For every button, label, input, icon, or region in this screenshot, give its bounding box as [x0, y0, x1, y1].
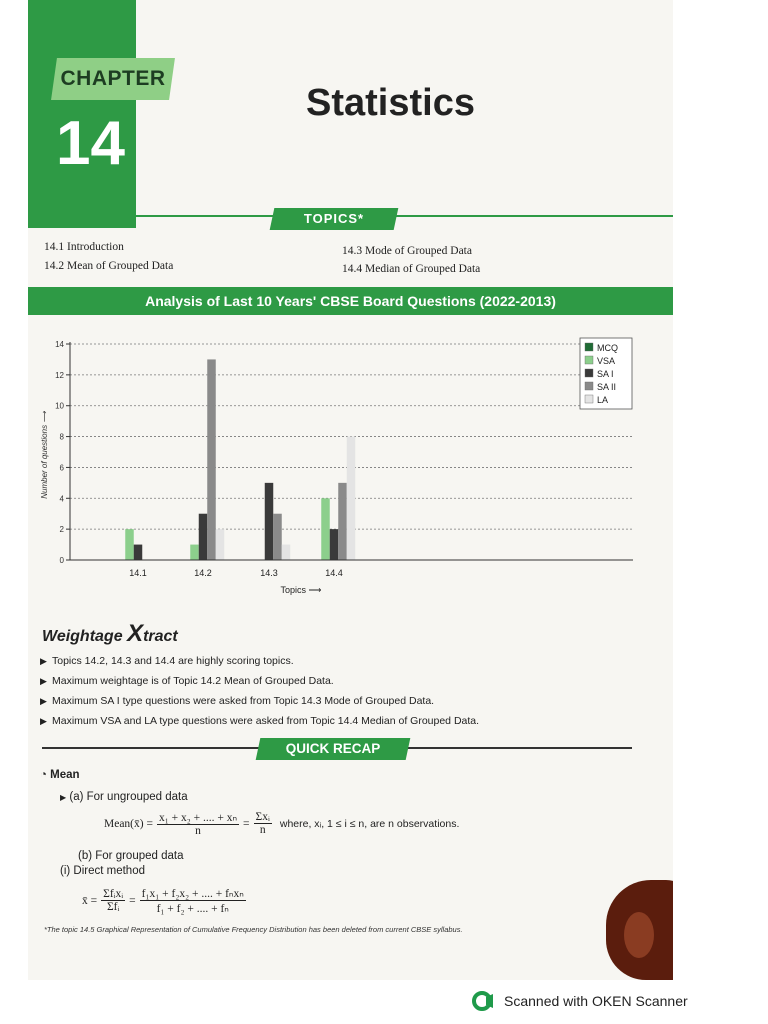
fraction-numerator: x₁ + x₂ + .... + xₙ [158, 812, 238, 824]
x-tick-label: 14.3 [260, 568, 278, 578]
chapter-label-box [51, 58, 175, 100]
bar-vsa [125, 529, 134, 560]
mean-fraction-2 [254, 811, 272, 836]
y-tick-label: 10 [55, 401, 64, 411]
question-analysis-chart [28, 330, 648, 605]
weightage-title-x: X [127, 620, 144, 647]
bar-sa-i [265, 483, 274, 560]
legend-entry: SA II [597, 382, 617, 392]
topic-item: 14.1 Introduction [44, 241, 124, 253]
legend-swatch [585, 395, 593, 403]
topics-divider [136, 215, 673, 217]
mean-fraction-1 [157, 810, 239, 837]
weightage-xtract-title [42, 620, 178, 648]
direct-method-label: (i) Direct method [60, 865, 145, 877]
legend-swatch [585, 382, 593, 390]
chapter-label: CHAPTER [60, 67, 166, 90]
bullet-arrow-icon: ▶ [40, 716, 47, 726]
direct-fraction-1 [101, 888, 125, 913]
bar-la [347, 437, 356, 560]
weightage-list [40, 651, 660, 731]
bullet-arrow-icon: ▶ [40, 656, 47, 666]
grouped-label: (b) For grouped data [78, 850, 184, 862]
bar-sa-ii [273, 514, 282, 560]
fraction-numerator: Σxᵢ [255, 811, 270, 823]
fraction-denominator: n [259, 824, 266, 836]
mean-heading [40, 769, 80, 781]
y-tick-label: 14 [55, 340, 64, 349]
textbook-page [28, 0, 673, 980]
analysis-heading: Analysis of Last 10 Years' CBSE Board Questions (2022-2013) [145, 293, 556, 309]
bullet-arrow-icon: ▶ [60, 793, 67, 802]
legend-entry: LA [597, 395, 609, 405]
bullet-arrow-icon: ▶ [40, 676, 47, 686]
bullet-arrow-icon: ▶ [40, 696, 47, 706]
where-text: where, xᵢ, 1 ≤ i ≤ n, are n observations. [279, 817, 460, 830]
mean-label: Mean [50, 769, 80, 781]
ungrouped-label-row [60, 791, 188, 803]
chapter-title: Statistics [306, 82, 475, 124]
mean-formula-lhs: Mean(x̄) = [104, 817, 153, 830]
equals-sign: = [243, 817, 250, 830]
x-tick-label: 14.1 [129, 568, 147, 578]
analysis-heading-band [28, 287, 673, 315]
bar-la [216, 529, 225, 560]
y-tick-label: 0 [59, 556, 64, 565]
scanner-text: Scanned with OKEN Scanner [504, 993, 688, 1009]
fraction-denominator: n [195, 825, 201, 837]
bar-sa-i [199, 514, 208, 560]
weightage-point: Topics 14.2, 14.3 and 14.4 are highly scoring topics. [52, 655, 294, 667]
fraction-numerator: Σfᵢxᵢ [103, 888, 124, 900]
y-tick-label: 6 [59, 463, 64, 473]
direct-method-formula [82, 886, 246, 915]
list-item [40, 651, 660, 671]
scanner-logo-icon [472, 991, 494, 1011]
x-axis-label: Topics ⟶ [280, 585, 322, 595]
weightage-title-text: Weightage [42, 628, 123, 645]
fraction-denominator: Σfᵢ [106, 901, 120, 913]
direct-fraction-2 [140, 886, 246, 915]
legend-entry: SA I [597, 369, 614, 379]
weightage-point: Maximum weightage is of Topic 14.2 Mean of Grouped Data. [52, 675, 334, 687]
bar-la [282, 545, 291, 560]
bar-vsa [321, 498, 330, 560]
bar-sa-ii [338, 483, 347, 560]
weightage-point: Maximum VSA and LA type questions were asked from Topic 14.4 Median of Grouped Data. [52, 715, 480, 727]
x-tick-label: 14.4 [325, 568, 343, 578]
bar-sa-ii [207, 359, 216, 560]
y-tick-label: 2 [59, 525, 64, 535]
mean-formula [104, 810, 459, 837]
legend-entry: MCQ [597, 343, 618, 353]
topic-item: 14.4 Median of Grouped Data [342, 263, 481, 275]
weightage-point: Maximum SA I type questions were asked from Topic 14.3 Mode of Grouped Data. [52, 695, 435, 707]
chapter-number: 14 [56, 109, 125, 178]
circle-bullet-icon: ◔ [40, 769, 47, 781]
list-item [40, 671, 660, 691]
recap-heading-tab [256, 738, 411, 760]
y-axis-label: Number of questions ⟶ [40, 411, 49, 499]
list-item [40, 711, 660, 731]
equals-sign: = [129, 894, 136, 907]
legend-swatch [585, 343, 593, 351]
footnote: *The topic 14.5 Graphical Representation of Cumulative Frequency Distribution has been deleted from current CBSE syllabus. [44, 925, 463, 934]
y-tick-label: 4 [59, 494, 64, 504]
x-tick-label: 14.2 [194, 568, 212, 578]
legend-entry: VSA [597, 356, 616, 366]
topic-item: 14.2 Mean of Grouped Data [44, 260, 174, 272]
weightage-title-tract: tract [143, 628, 178, 645]
recap-heading: QUICK RECAP [285, 741, 381, 756]
ungrouped-label: (a) For ungrouped data [69, 791, 188, 803]
y-tick-label: 8 [59, 432, 64, 442]
fraction-denominator: f₁ + f₂ + .... + fₙ [156, 903, 229, 915]
topics-heading: TOPICS* [303, 211, 365, 226]
fraction-numerator: f₁x₁ + f₂x₂ + .... + fₙxₙ [141, 888, 244, 900]
topics-heading-tab [270, 208, 399, 230]
bar-sa-i [134, 545, 143, 560]
legend-swatch [585, 356, 593, 364]
y-tick-label: 12 [55, 370, 64, 380]
scanner-watermark [472, 990, 688, 1012]
chart-legend [580, 338, 632, 409]
chart-bars [125, 359, 355, 560]
list-item [40, 691, 660, 711]
bar-vsa [190, 545, 199, 560]
xbar-lhs: x̄ = [82, 894, 98, 907]
bar-sa-i [330, 529, 339, 560]
thumb-photo-highlight [624, 912, 654, 958]
legend-swatch [585, 369, 593, 377]
topic-item: 14.3 Mode of Grouped Data [342, 245, 472, 257]
